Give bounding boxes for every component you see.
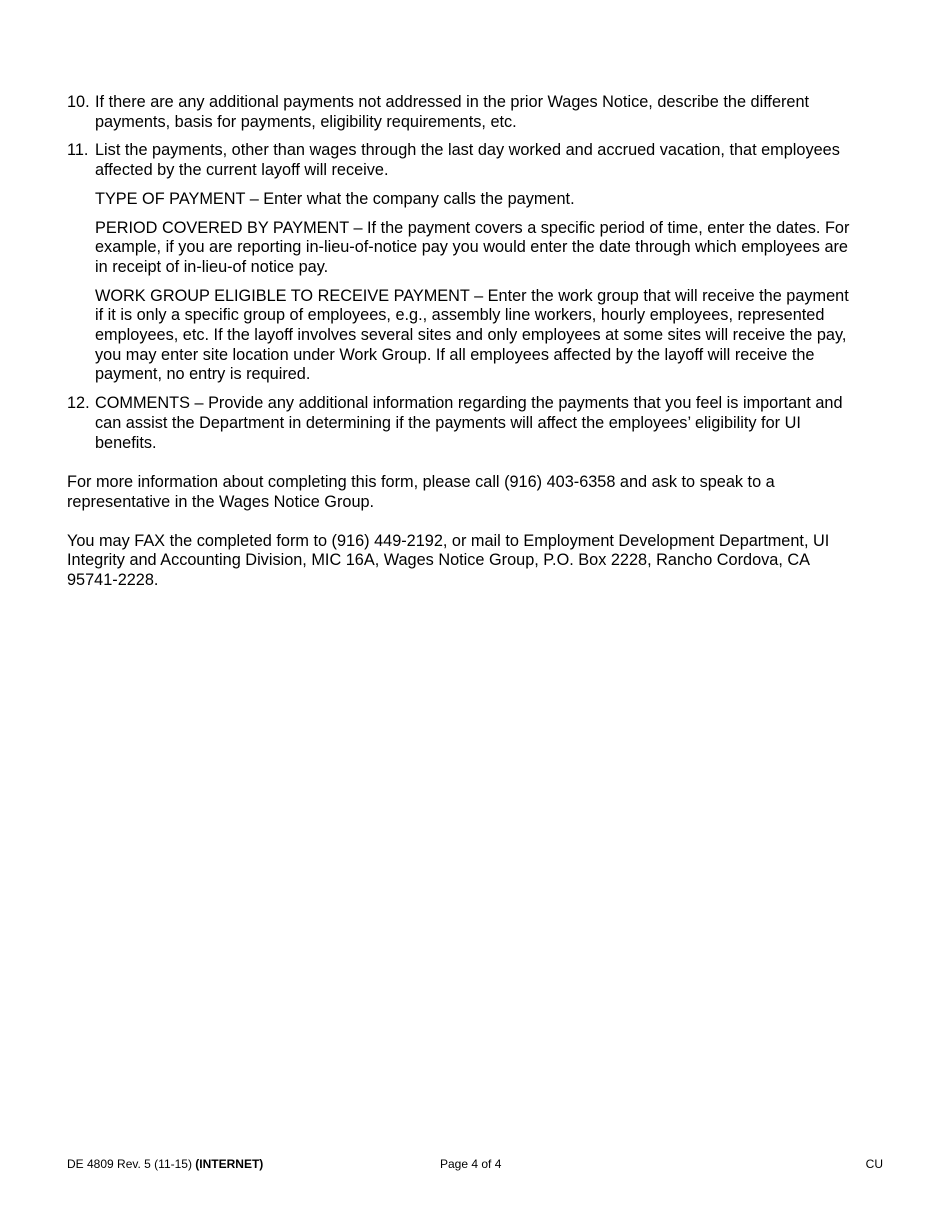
form-code: CU [865, 1157, 883, 1171]
page-number: Page 4 of 4 [440, 1157, 502, 1171]
period-covered-text: PERIOD COVERED BY PAYMENT – If the payment covers a specific period of time, enter the dates. For example, if you are reporting in-lieu-of-notice pay you would enter the date through which employees are in receipt of in-lieu-of notice pay. [95, 218, 850, 276]
item-number: 10. [67, 93, 90, 111]
item-text: If there are any additional payments not addressed in the prior Wages Notice, describe the different payments, basis for payments, eligibility requirements, etc. [95, 93, 810, 131]
fax-mail-paragraph: You may FAX the completed form to (916) 449-2192, or mail to Employment Development Department, UI Integrity and Accounting Division, MIC 16A, Wages Notice Group, P.O. Box 2228, Rancho Cordova, CA 95741-2228. [67, 531, 830, 590]
instruction-item-10 [67, 93, 853, 132]
instruction-item-11 [67, 141, 853, 385]
item-number: 12. [67, 394, 90, 413]
instructions-body [67, 93, 853, 610]
item-text: List the payments, other than wages through the last day worked and accrued vacation, that employees affected by the current layoff will receive. [95, 141, 840, 180]
type-of-payment-text: TYPE OF PAYMENT – Enter what the company calls the payment. [95, 189, 575, 208]
item-number: 11. [67, 141, 89, 160]
form-identifier [67, 1157, 263, 1172]
item-text: COMMENTS – Provide any additional information regarding the payments that you feel is important and can assist the Department in determining if the payments will affect the employees’ eligibility for UI benefits. [95, 394, 843, 452]
form-channel: (INTERNET) [195, 1157, 264, 1171]
form-id: DE 4809 Rev. 5 (11-15) [67, 1157, 192, 1171]
more-info-paragraph: For more information about completing this form, please call (916) 403-6358 and ask to speak to a representative in the Wages Notice Group. [67, 473, 775, 511]
work-group-text: WORK GROUP ELIGIBLE TO RECEIVE PAYMENT – Enter the work group that will receive the payment if it is only a specific group of employees, e.g., assembly line workers, hourly employees, represented employees, etc. If the layoff involves several sites and only employees at some sites will receive the pay, you may enter site location under Work Group. If all employees affected by the layoff will receive the payment, no entry is required. [95, 286, 849, 384]
instruction-item-12 [67, 394, 853, 453]
